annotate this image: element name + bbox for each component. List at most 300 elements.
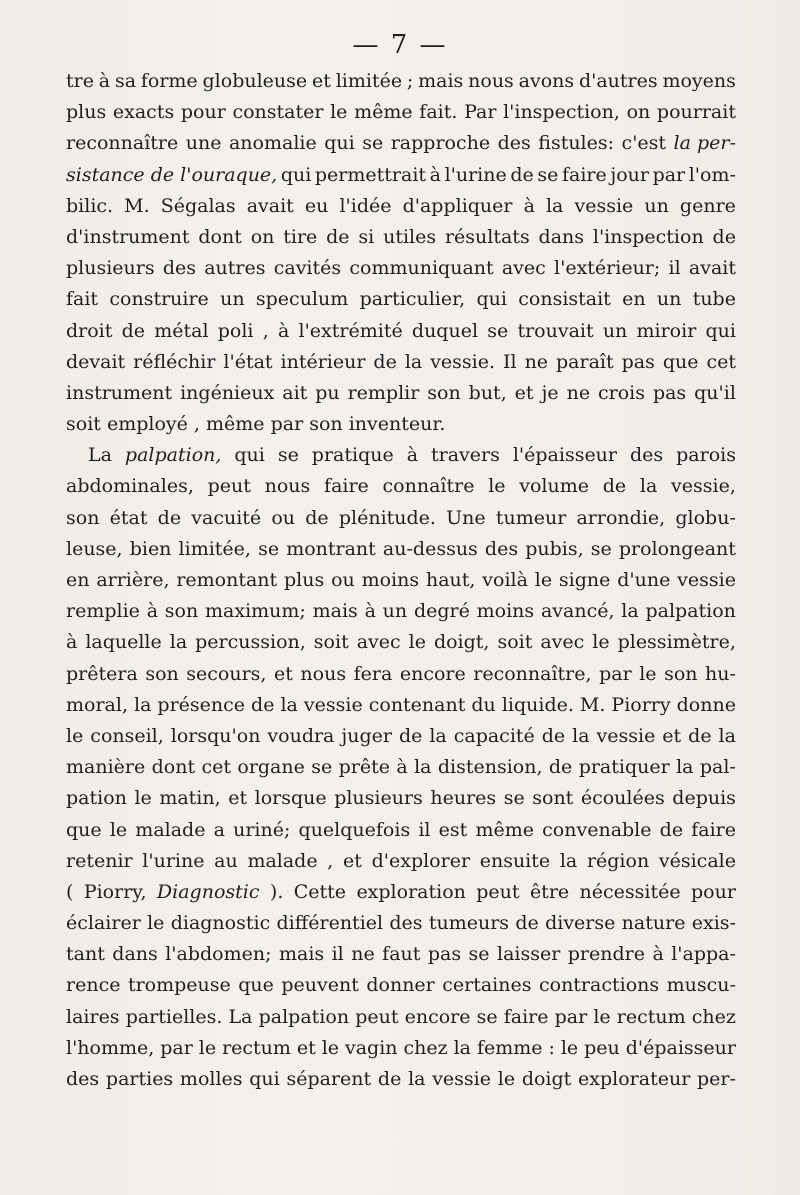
text-line bbox=[66, 97, 736, 128]
word: et bbox=[228, 787, 248, 810]
word: utiles bbox=[383, 225, 437, 248]
word: ingénieux bbox=[180, 381, 275, 404]
word: duquel bbox=[411, 319, 479, 342]
word: d'appliquer bbox=[402, 194, 513, 217]
word: fait. bbox=[419, 101, 458, 124]
word: à bbox=[98, 70, 111, 92]
word: l'inspection, bbox=[503, 101, 620, 124]
word: pas bbox=[427, 943, 462, 966]
word: l'état bbox=[223, 350, 273, 373]
word: arrière, bbox=[96, 569, 170, 591]
word: la bbox=[676, 756, 694, 779]
word: distension, bbox=[437, 756, 543, 779]
word: chez bbox=[691, 1005, 736, 1028]
word: a bbox=[213, 818, 225, 841]
word: et bbox=[514, 381, 534, 404]
word: l'urine bbox=[444, 163, 507, 186]
word: percussion, bbox=[195, 631, 306, 654]
word: avait bbox=[688, 257, 736, 280]
word: ne bbox=[351, 943, 375, 966]
word: construire bbox=[109, 288, 209, 311]
word: réfléchir bbox=[133, 350, 216, 373]
word: explorateur bbox=[578, 1068, 691, 1090]
word: nous bbox=[468, 70, 514, 92]
word: vacuité bbox=[191, 506, 262, 529]
word: peu bbox=[584, 1036, 620, 1059]
word: ( bbox=[66, 880, 74, 903]
word: consistait bbox=[518, 288, 611, 311]
word: l'extrémité bbox=[298, 319, 403, 342]
word: au bbox=[214, 849, 238, 872]
word: Ségalas bbox=[160, 194, 236, 217]
word: la per- bbox=[673, 132, 736, 155]
word: soit bbox=[66, 413, 101, 436]
word: se bbox=[487, 319, 509, 342]
word: de bbox=[688, 724, 712, 747]
word: nous bbox=[264, 475, 311, 498]
word: juger bbox=[341, 724, 392, 747]
word: heures bbox=[430, 787, 497, 810]
word: encore bbox=[399, 662, 466, 685]
word: à bbox=[66, 631, 78, 654]
word: Piorry bbox=[611, 693, 671, 716]
word: inventeur. bbox=[348, 413, 446, 436]
word: le bbox=[408, 631, 426, 654]
word: trouvait bbox=[517, 319, 594, 342]
word: encore bbox=[404, 1005, 471, 1028]
word: lorsque bbox=[254, 787, 327, 810]
word: l'inspection bbox=[592, 225, 704, 248]
word: de bbox=[712, 225, 736, 248]
word: l'homme, bbox=[66, 1036, 155, 1059]
word: exacts bbox=[112, 101, 175, 124]
word: avait bbox=[246, 194, 294, 217]
word: exis- bbox=[691, 912, 736, 935]
word: par bbox=[160, 1036, 193, 1059]
word: laisser bbox=[497, 943, 561, 966]
word: vessie bbox=[303, 693, 363, 716]
text-line bbox=[66, 284, 736, 315]
word: le bbox=[198, 1036, 217, 1059]
word: rectum bbox=[616, 1005, 686, 1028]
word: cet bbox=[201, 756, 231, 779]
text-line bbox=[66, 160, 736, 191]
word: Par bbox=[464, 101, 497, 124]
word: par bbox=[652, 163, 686, 186]
word: exploration bbox=[356, 880, 466, 903]
word: le bbox=[639, 662, 657, 685]
word: limitée, bbox=[178, 537, 251, 560]
word: le bbox=[66, 724, 84, 747]
word: M. bbox=[124, 194, 150, 217]
word: prêtera bbox=[66, 662, 138, 685]
word: haut, bbox=[425, 569, 476, 591]
word: avancé, bbox=[540, 600, 615, 623]
word: speculum bbox=[255, 288, 349, 311]
word: soit bbox=[497, 631, 533, 654]
word: c'est bbox=[621, 132, 667, 155]
word: à bbox=[523, 194, 535, 217]
word: avec bbox=[356, 631, 401, 654]
word: il bbox=[331, 943, 344, 966]
word: si bbox=[358, 225, 375, 248]
word: le bbox=[134, 787, 152, 810]
word: globu- bbox=[675, 506, 736, 529]
word: que bbox=[662, 350, 699, 373]
word: tant bbox=[66, 943, 105, 966]
word: un bbox=[382, 600, 408, 623]
word: de bbox=[326, 225, 350, 248]
word: pourrait bbox=[656, 101, 736, 124]
word: à bbox=[396, 756, 408, 779]
word: ou bbox=[331, 569, 355, 591]
word: différentiel bbox=[276, 912, 384, 935]
word: faire bbox=[324, 475, 369, 498]
word: de bbox=[305, 506, 329, 529]
word: ne bbox=[524, 350, 549, 373]
word: pal- bbox=[699, 756, 736, 779]
word: fistules: bbox=[538, 132, 615, 155]
word: cet bbox=[706, 350, 736, 373]
word: d'autres bbox=[578, 70, 658, 92]
word: chez bbox=[403, 1036, 448, 1059]
word: partielles. bbox=[125, 1005, 223, 1028]
word: pation bbox=[66, 787, 127, 810]
text-line bbox=[66, 409, 736, 440]
word: but, bbox=[468, 381, 507, 404]
word: : bbox=[548, 1036, 555, 1059]
word: poli bbox=[217, 319, 254, 342]
word: lorsqu'on bbox=[170, 724, 261, 747]
page-number: — 7 — bbox=[352, 30, 448, 60]
text-line bbox=[66, 471, 736, 502]
word: employé bbox=[106, 413, 188, 436]
word: leuse, bbox=[66, 537, 123, 560]
word: un bbox=[220, 288, 245, 311]
word: rence bbox=[66, 974, 121, 997]
word: montrant bbox=[286, 537, 376, 560]
word: métal bbox=[154, 319, 209, 342]
word: , bbox=[193, 413, 200, 436]
word: pratique bbox=[311, 444, 394, 467]
word: par bbox=[599, 662, 632, 685]
word: contractions bbox=[538, 974, 660, 997]
word: manière bbox=[66, 756, 146, 779]
word: le bbox=[488, 475, 506, 498]
word: mais bbox=[418, 70, 464, 92]
word: l'om- bbox=[688, 163, 736, 186]
text-line bbox=[66, 503, 736, 534]
word: vessie bbox=[574, 194, 634, 217]
word: se bbox=[468, 943, 490, 966]
word: se bbox=[362, 132, 384, 155]
word: Diagnostic bbox=[156, 880, 260, 903]
word: vessie bbox=[432, 1068, 492, 1090]
word: de bbox=[602, 475, 627, 498]
word: son bbox=[145, 662, 179, 685]
word: son bbox=[309, 413, 343, 436]
word: à bbox=[429, 163, 441, 186]
word: bien bbox=[129, 537, 172, 560]
word: qui bbox=[234, 444, 265, 467]
word: globuleuse bbox=[202, 70, 308, 92]
word: à bbox=[652, 943, 664, 966]
word: conseil, bbox=[90, 724, 164, 747]
text-line bbox=[66, 253, 736, 284]
word: , bbox=[262, 319, 269, 342]
word: qui bbox=[280, 163, 312, 186]
word: constater bbox=[232, 101, 324, 124]
word: La bbox=[88, 444, 112, 467]
word: donne bbox=[676, 693, 736, 716]
word: peuvent bbox=[281, 974, 359, 997]
word: voilà bbox=[482, 569, 528, 591]
word: plessimètre, bbox=[617, 631, 736, 654]
word: le bbox=[147, 912, 165, 935]
word: M. bbox=[579, 693, 606, 716]
word: se bbox=[311, 756, 333, 779]
word: en bbox=[622, 288, 646, 311]
text-line bbox=[66, 565, 736, 596]
word: avec bbox=[501, 257, 546, 280]
word: vessie, bbox=[671, 475, 736, 498]
word: faire bbox=[691, 818, 736, 841]
word: le bbox=[560, 1036, 579, 1059]
word: son bbox=[664, 662, 698, 685]
word: dans bbox=[538, 225, 585, 248]
text-line bbox=[66, 222, 736, 253]
word: contenant bbox=[368, 693, 466, 716]
word: la bbox=[429, 724, 447, 747]
word: travers bbox=[431, 444, 500, 467]
word: des bbox=[497, 132, 531, 155]
word: de bbox=[251, 693, 275, 716]
word: à bbox=[406, 444, 419, 467]
word: par bbox=[270, 413, 304, 436]
text-line bbox=[66, 66, 736, 97]
word: abdominales, bbox=[66, 475, 194, 498]
text-line bbox=[66, 128, 736, 159]
word: sistance de l'ouraque, bbox=[66, 163, 278, 186]
word: plusieurs bbox=[334, 787, 423, 810]
word: au-dessus bbox=[382, 537, 478, 560]
word: faire bbox=[561, 163, 607, 186]
word: se bbox=[277, 444, 299, 467]
word: se bbox=[537, 163, 559, 186]
word: Une bbox=[446, 506, 486, 529]
word: muscu- bbox=[666, 974, 736, 997]
word: la bbox=[134, 693, 152, 716]
text-line bbox=[66, 534, 736, 565]
word: est bbox=[438, 818, 468, 841]
word: d'épaisseur bbox=[625, 1036, 736, 1059]
word: avec bbox=[540, 631, 585, 654]
word: pubis, bbox=[525, 537, 584, 560]
word: moral, bbox=[66, 693, 128, 716]
word: un bbox=[644, 194, 669, 217]
word: ou bbox=[271, 506, 296, 529]
word: de bbox=[659, 818, 684, 841]
word: de bbox=[157, 506, 182, 529]
word: se bbox=[258, 537, 280, 560]
word: la bbox=[621, 600, 639, 623]
word: communiquant bbox=[349, 257, 494, 280]
word: la bbox=[169, 631, 188, 654]
word: depuis bbox=[672, 787, 736, 810]
word: l'abdomen; bbox=[165, 943, 272, 966]
word: Il bbox=[503, 350, 517, 373]
word: peut bbox=[207, 475, 251, 498]
text-line bbox=[66, 378, 736, 409]
word: et bbox=[296, 1036, 316, 1059]
word: volume bbox=[519, 475, 589, 498]
word: le bbox=[321, 1036, 340, 1059]
word: per- bbox=[697, 1068, 736, 1090]
word: l'urine bbox=[142, 849, 205, 872]
word: qui bbox=[324, 132, 355, 155]
word: bilic. bbox=[66, 194, 114, 217]
text-line bbox=[66, 752, 736, 783]
word: pratiquer bbox=[578, 756, 670, 779]
word: le bbox=[497, 1068, 516, 1090]
word: cavités bbox=[273, 257, 342, 280]
word: le bbox=[109, 818, 128, 841]
word: liquide. bbox=[501, 693, 574, 716]
word: ait bbox=[282, 381, 308, 404]
word: convenable bbox=[542, 818, 652, 841]
word: retenir bbox=[66, 849, 133, 872]
word: palpation bbox=[258, 1005, 350, 1028]
word: tire bbox=[283, 225, 318, 248]
word: femme bbox=[476, 1036, 543, 1059]
word: éclairer bbox=[66, 912, 141, 935]
word: , bbox=[327, 849, 334, 872]
text-line bbox=[66, 939, 736, 970]
word: de bbox=[510, 163, 534, 186]
word: on bbox=[250, 225, 275, 248]
word: dont bbox=[151, 756, 196, 779]
text-line bbox=[66, 627, 736, 658]
word: pas bbox=[652, 381, 687, 404]
word: maximum; bbox=[205, 600, 306, 623]
word: à bbox=[277, 319, 290, 342]
text-line bbox=[66, 783, 736, 814]
word: pu bbox=[315, 381, 340, 404]
word: de bbox=[398, 724, 423, 747]
word: pour bbox=[180, 101, 226, 124]
word: faut bbox=[382, 943, 421, 966]
word: d'une bbox=[617, 569, 671, 591]
word: reconnaître bbox=[66, 132, 179, 155]
word: le bbox=[592, 631, 610, 654]
body-text bbox=[66, 66, 736, 1095]
word: ). bbox=[269, 880, 284, 903]
text-line bbox=[66, 846, 736, 877]
word: plénitude. bbox=[338, 506, 436, 529]
word: son bbox=[427, 381, 461, 404]
word: fera bbox=[353, 662, 393, 685]
word: matin, bbox=[159, 787, 221, 810]
word: état bbox=[109, 506, 148, 529]
word: la bbox=[414, 756, 432, 779]
word: dont bbox=[198, 225, 242, 248]
word: qui bbox=[476, 288, 507, 311]
word: à bbox=[364, 600, 376, 623]
word: se bbox=[476, 1005, 498, 1028]
word: vagin bbox=[345, 1036, 398, 1059]
word: des bbox=[66, 1068, 100, 1090]
word: laires bbox=[66, 1005, 120, 1028]
word: à bbox=[146, 600, 159, 623]
word: ne bbox=[566, 381, 591, 404]
text-line bbox=[66, 440, 736, 471]
word: plus bbox=[66, 101, 107, 124]
word: reconnaître, bbox=[473, 662, 592, 685]
word: un bbox=[656, 288, 682, 311]
word: anomalie bbox=[228, 132, 317, 155]
word: nécessitée bbox=[579, 880, 681, 903]
word: des bbox=[629, 444, 664, 467]
word: connaître bbox=[382, 475, 475, 498]
word: uriné; bbox=[233, 818, 291, 841]
word: séparent bbox=[286, 1068, 372, 1090]
word: trompeuse bbox=[127, 974, 231, 997]
word: pour bbox=[691, 880, 736, 903]
text-line bbox=[66, 1064, 736, 1095]
word: ensuite bbox=[479, 849, 551, 872]
word: degré bbox=[413, 600, 470, 623]
word: vessie. bbox=[430, 350, 496, 373]
word: qui bbox=[705, 319, 736, 342]
word: rectum bbox=[222, 1036, 291, 1059]
text-line bbox=[66, 970, 736, 1001]
word: de bbox=[373, 350, 397, 373]
word: parties bbox=[105, 1068, 174, 1090]
word: de bbox=[121, 319, 146, 342]
word: être bbox=[529, 880, 570, 903]
word: molles bbox=[179, 1068, 243, 1090]
word: prête bbox=[338, 756, 390, 779]
word: secours, bbox=[186, 662, 267, 685]
word: certaines bbox=[442, 974, 532, 997]
word: même bbox=[206, 413, 265, 436]
word: de bbox=[515, 912, 539, 935]
word: des bbox=[389, 912, 423, 935]
word: la bbox=[559, 849, 578, 872]
word: une bbox=[185, 132, 222, 155]
text-line bbox=[66, 316, 736, 347]
word: mais bbox=[312, 600, 358, 623]
text-line bbox=[66, 815, 736, 846]
word: nature bbox=[621, 912, 686, 935]
word: malade bbox=[135, 818, 206, 841]
word: pas bbox=[621, 350, 655, 373]
word: fait bbox=[66, 288, 99, 311]
word: crois bbox=[598, 381, 645, 404]
word: son bbox=[66, 506, 100, 529]
word: et bbox=[311, 70, 331, 92]
word: qu'il bbox=[694, 381, 736, 404]
word: mais bbox=[278, 943, 325, 966]
word: de bbox=[541, 724, 566, 747]
word: autres bbox=[204, 257, 266, 280]
word: droit bbox=[66, 319, 113, 342]
word: la bbox=[545, 194, 564, 217]
word: nous bbox=[300, 662, 347, 685]
word: doigt, bbox=[433, 631, 490, 654]
word: diagnostic bbox=[170, 912, 271, 935]
word: la bbox=[453, 1036, 471, 1059]
